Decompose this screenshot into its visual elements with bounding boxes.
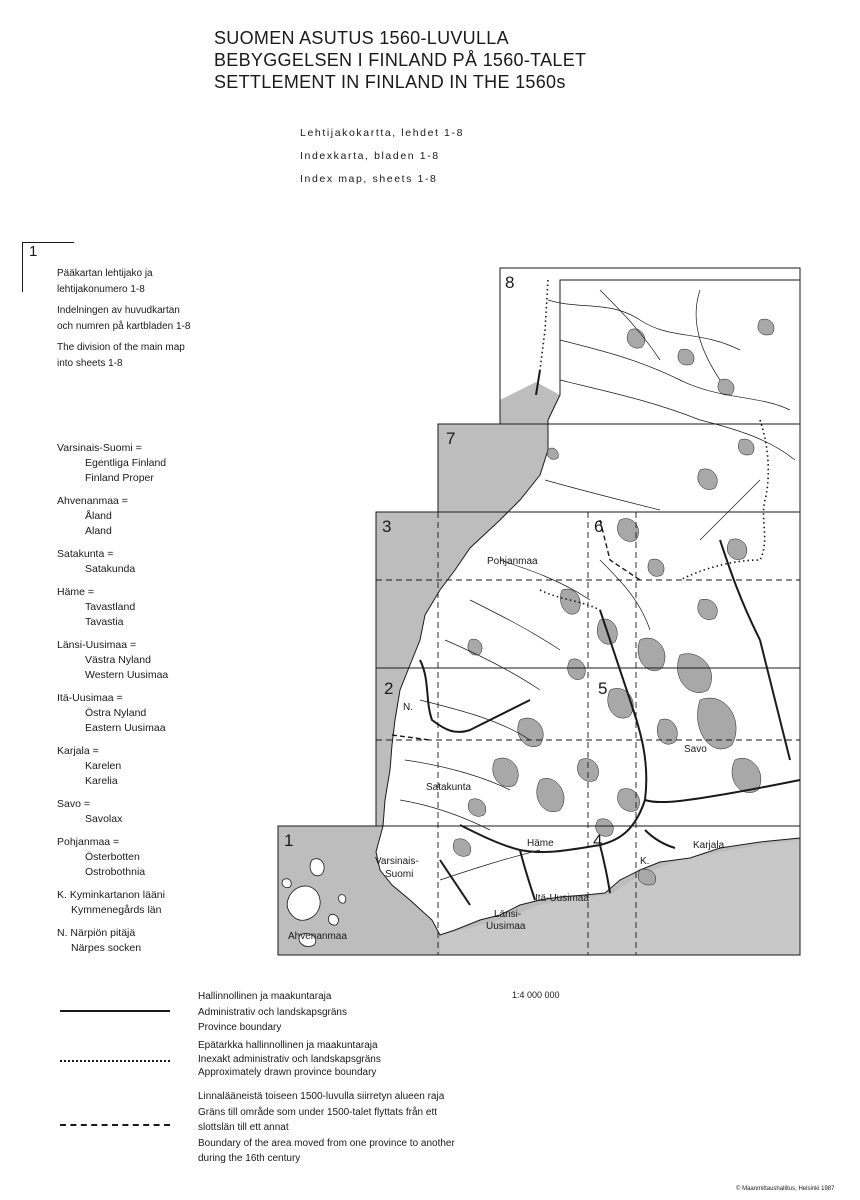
- sheet-key-sv-2: och numren på kartbladen 1-8: [57, 320, 191, 332]
- sheet-number-8: 8: [505, 273, 515, 292]
- legend-solid-fi: Hallinnollinen ja maakuntaraja: [198, 991, 332, 1002]
- map-scale: 1:4 000 000: [512, 990, 560, 1000]
- province-name: Karjala =: [57, 745, 99, 757]
- label-karjala: Karjala: [693, 840, 725, 851]
- sheet-number-2: 2: [384, 679, 394, 698]
- label-hame: Häme: [527, 838, 554, 849]
- province-en: Aland: [85, 525, 112, 537]
- label-k: K.: [640, 856, 650, 867]
- label-savo: Savo: [684, 744, 707, 755]
- sheet-number-3: 3: [382, 517, 392, 536]
- subtitle-en: Index map, sheets 1-8: [300, 173, 438, 185]
- province-sv: Åland: [85, 510, 112, 522]
- title-sv: BEBYGGELSEN I FINLAND PÅ 1560-TALET: [214, 50, 587, 70]
- province-en: Karelia: [85, 775, 118, 787]
- sheet-number-4: 4: [593, 831, 603, 850]
- sheet-key-en-1: The division of the main map: [57, 342, 185, 353]
- legend-dotted-sv: Inexakt administrativ och landskapsgräns: [198, 1053, 381, 1065]
- legend-line-dashed: [60, 1124, 170, 1126]
- credit: © Maanmittaushallitus, Helsinki 1987: [736, 1186, 835, 1192]
- title-fi: SUOMEN ASUTUS 1560-LUVULLA: [214, 28, 509, 48]
- sheet-number-7: 7: [446, 429, 456, 448]
- province-sv: Karelen: [85, 760, 122, 772]
- label-ita-uusimaa: Itä-Uusimaa: [535, 893, 589, 904]
- province-en: Eastern Uusimaa: [85, 722, 166, 734]
- province-name: K. Kyminkartanon lääni: [57, 889, 165, 901]
- subtitle-sv: Indexkarta, bladen 1-8: [300, 150, 440, 162]
- subtitle-fi: Lehtijakokartta, lehdet 1-8: [300, 127, 465, 139]
- province-name: N. Närpiön pitäjä: [57, 927, 136, 939]
- label-varsinais-1: Varsinais-: [375, 856, 419, 867]
- legend-line-solid: [60, 1010, 170, 1012]
- legend-dashed-sv2: slottslän till ett annat: [198, 1122, 289, 1133]
- legend-dashed-fi: Linnalääneistä toiseen 1500-luvulla siirretyn alueen raja: [198, 1091, 445, 1102]
- sheet-key-sv-1: Indelningen av huvudkartan: [57, 305, 180, 316]
- legend-dashed-en2: during the 16th century: [198, 1153, 301, 1164]
- sheet-number-6: 6: [594, 517, 604, 536]
- province-sv: Egentliga Finland: [85, 457, 167, 469]
- province-sv: Kymmenegårds län: [71, 904, 162, 916]
- label-lansi-2: Uusimaa: [486, 921, 526, 932]
- legend-line-dotted: [60, 1060, 170, 1062]
- label-pohjanmaa: Pohjanmaa: [487, 556, 538, 567]
- title-en: SETTLEMENT IN FINLAND IN THE 1560s: [214, 72, 566, 92]
- legend-entry-dashed: [198, 1089, 455, 1167]
- sheet-key-number: 1: [29, 243, 38, 260]
- sheet-number-1: 1: [284, 831, 294, 850]
- label-varsinais-2: Suomi: [385, 869, 414, 880]
- province-sv: Österbotten: [85, 851, 140, 863]
- legend-solid-en: Province boundary: [198, 1022, 282, 1033]
- province-name: Savo =: [57, 798, 90, 810]
- province-sv: Västra Nyland: [85, 654, 151, 666]
- legend-entry-solid: [198, 989, 347, 1036]
- province-name: Ahvenanmaa =: [57, 495, 128, 507]
- province-name: Pohjanmaa =: [57, 836, 120, 848]
- label-satakunta: Satakunta: [426, 782, 472, 793]
- legend-dashed-sv: Gräns till område som under 1500-talet flyttats från ett: [198, 1106, 437, 1118]
- province-en: Ostrobothnia: [85, 866, 146, 878]
- province-name: Itä-Uusimaa =: [57, 692, 123, 704]
- province-name: Satakunta =: [57, 548, 114, 560]
- province-en: Western Uusimaa: [85, 669, 169, 681]
- province-sv: Satakunda: [85, 563, 136, 575]
- sheet-key-fi-2: lehtijakonumero 1-8: [57, 283, 145, 295]
- province-en: Tavastia: [85, 616, 124, 628]
- legend-dotted-en: Approximately drawn province boundary: [198, 1067, 377, 1078]
- legend-entry-dotted: [198, 1039, 381, 1080]
- label-lansi-1: Länsi-: [494, 909, 522, 920]
- province-en: Finland Proper: [85, 472, 154, 484]
- province-sv: Närpes socken: [71, 942, 142, 954]
- label-ahvenanmaa: Ahvenanmaa: [288, 931, 347, 942]
- province-name: Häme =: [57, 586, 95, 598]
- province-sv: Savolax: [85, 813, 123, 825]
- province-name: Varsinais-Suomi =: [57, 442, 142, 454]
- legend-dashed-en: Boundary of the area moved from one province to another: [198, 1137, 455, 1149]
- legend-solid-sv: Administrativ och landskapsgräns: [198, 1006, 347, 1018]
- province-sv: Östra Nyland: [85, 707, 147, 719]
- legend-dotted-fi: Epätarkka hallinnollinen ja maakuntaraja: [198, 1040, 378, 1051]
- province-sv: Tavastland: [85, 601, 136, 613]
- sheet-key-en-2: into sheets 1-8: [57, 357, 123, 369]
- province-name: Länsi-Uusimaa =: [57, 639, 137, 651]
- sheet-key-fi-1: Pääkartan lehtijako ja: [57, 268, 153, 279]
- label-n: N.: [403, 702, 413, 713]
- sheet-number-5: 5: [598, 679, 608, 698]
